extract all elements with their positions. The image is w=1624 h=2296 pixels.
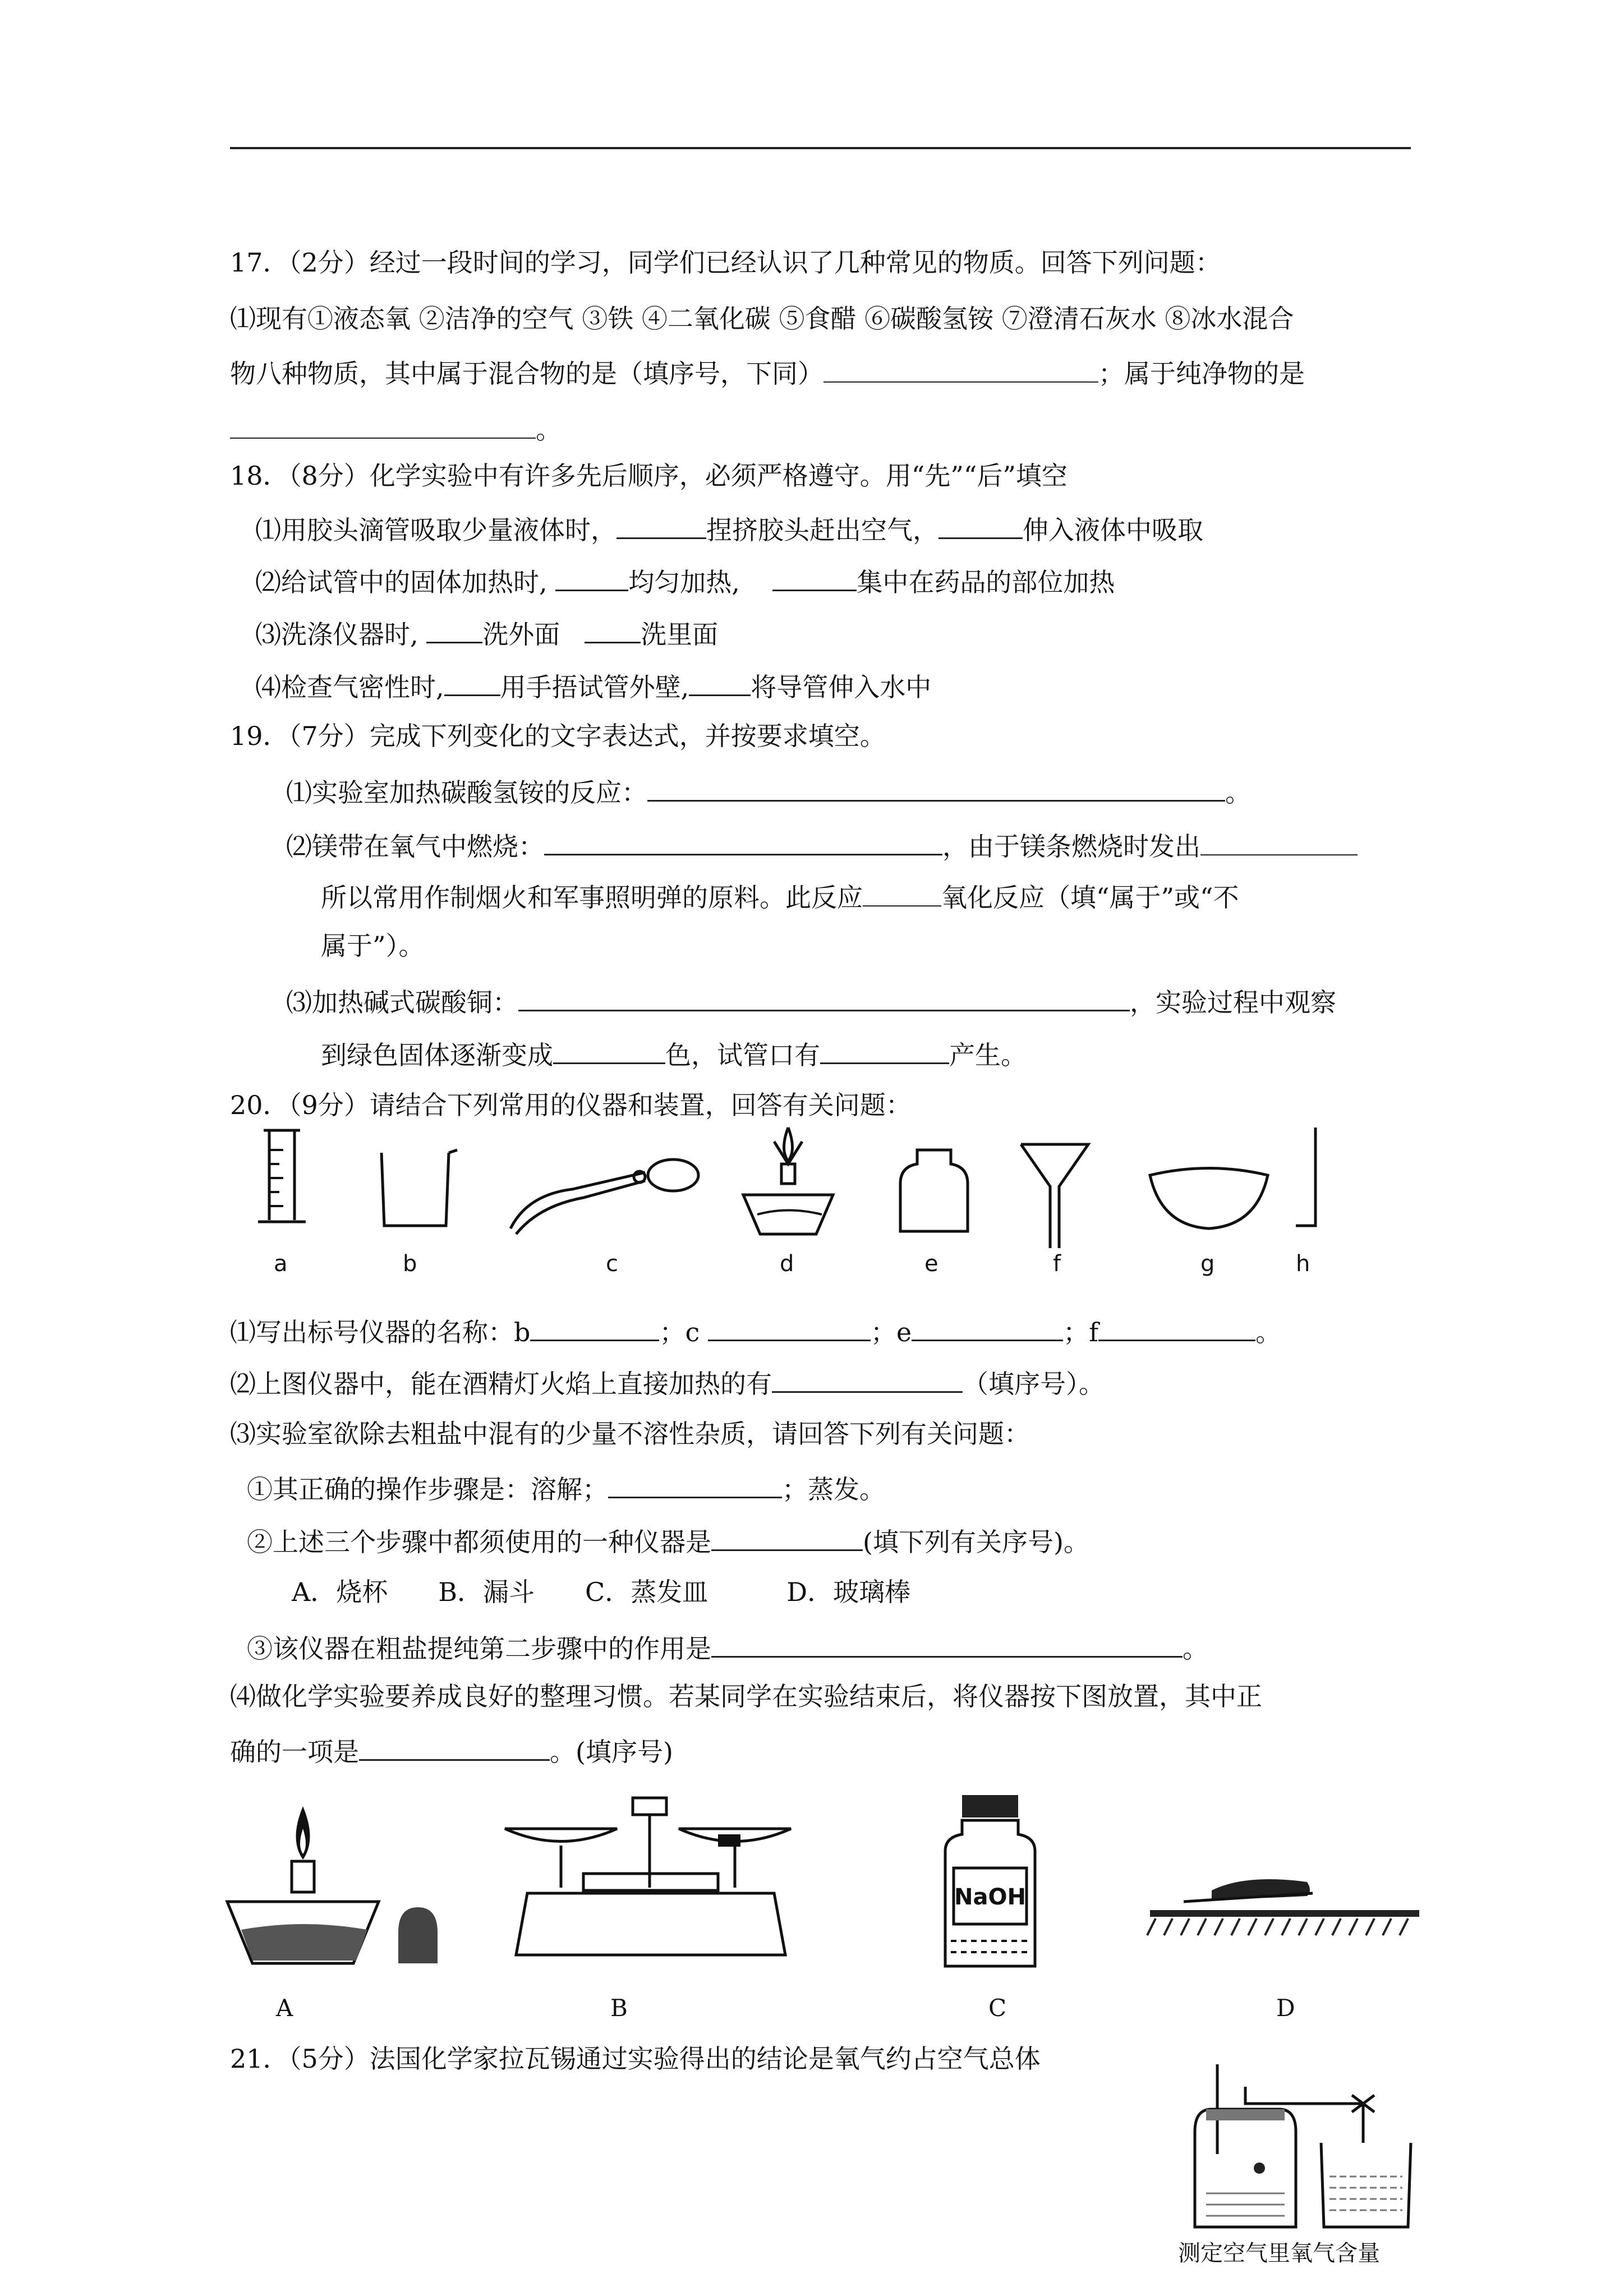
option-a: A．烧杯: [292, 1577, 388, 1607]
q18-item1-c: 伸入液体中吸取: [1023, 515, 1203, 545]
q18-blank-6[interactable]: [585, 615, 641, 643]
q20-blank-e[interactable]: [912, 1313, 1063, 1341]
q18-item3: [255, 615, 718, 651]
q19-item3-e: 产生。: [949, 1040, 1027, 1070]
q19-item3-cont: [321, 1036, 1027, 1072]
q17-line1: ⑴现有①液态氧 ②洁净的空气 ③铁 ④二氧化碳 ⑤食醋 ⑥碳酸氢铵 ⑦澄清石灰水 ⑧冰水混合: [230, 303, 1294, 334]
q18-item4-c: 将导管伸入水中: [751, 672, 932, 702]
q19-item2: [286, 827, 1358, 863]
choice-label-d: D: [1276, 1994, 1295, 2022]
q18-item1-b: 捏挤胶头赶出空气，: [706, 515, 938, 545]
q20-part2: [230, 1364, 1105, 1401]
reagent-bottle-icon: [892, 1144, 976, 1240]
q18-item4: [255, 668, 931, 704]
q20-part3: ⑶实验室欲除去粗盐中混有的少量不溶性杂质，请回答下列有关问题：: [230, 1419, 1030, 1449]
q17-line3-end: 。: [536, 415, 562, 445]
q20-part1-b: ；c: [659, 1317, 700, 1347]
option-b: B．漏斗: [438, 1577, 535, 1607]
q18-blank-1[interactable]: [617, 510, 706, 539]
q19-title: 19．（7分）完成下列变化的文字表达式，并按要求填空。: [230, 721, 886, 751]
q19-item1: [286, 773, 1251, 809]
q18-item3-a: ⑶洗涤仪器时,: [255, 619, 418, 650]
q20-part4: ⑷做化学实验要养成良好的整理习惯。若某同学在实验结束后，将仪器按下图放置，其中正: [230, 1681, 1262, 1711]
label-f: f: [1053, 1251, 1061, 1277]
q19-item2-a: ⑵镁带在氧气中燃烧：: [286, 831, 544, 862]
q20-part3-2: [247, 1522, 1089, 1559]
q18-title: 18．（8分）化学实验中有许多先后顺序，必须严格遵守。用“先”“后”填空: [230, 461, 1068, 491]
q20-blank-b[interactable]: [530, 1313, 659, 1341]
choice-label-a: A: [276, 1994, 293, 2022]
q20-blank-f[interactable]: [1098, 1313, 1255, 1341]
q20-part3-1-a: ①其正确的操作步骤是：溶解；: [247, 1474, 608, 1504]
q18-item1: [255, 510, 1203, 547]
choice-label-b: B: [610, 1994, 628, 2022]
q20-part1-c: ；e: [870, 1317, 912, 1347]
q20-part4-cont: [230, 1732, 673, 1769]
q20-part3-1: [247, 1470, 885, 1506]
q20-part3-2-b: (填下列有关序号)。: [863, 1527, 1089, 1557]
header-rule: [230, 147, 1411, 149]
q18-item3-c: 洗里面: [641, 619, 719, 650]
q20-options: [292, 1575, 910, 1609]
q19-item3: [286, 983, 1336, 1019]
q18-blank-4[interactable]: [772, 563, 857, 591]
q18-item2-a: ⑵给试管中的固体加热时,: [255, 567, 548, 597]
q19-blank-7[interactable]: [820, 1036, 949, 1064]
q20-part3-2-a: ②上述三个步骤中都须使用的一种仪器是: [247, 1527, 711, 1557]
q18-item1-a: ⑴用胶头滴管吸取少量液体时，: [255, 515, 617, 545]
q20-part3-1-b: ；蒸发。: [782, 1474, 885, 1504]
alcohol-lamp-icon: [732, 1122, 844, 1240]
option-c: C．蒸发皿: [585, 1577, 709, 1607]
q20-blank-role[interactable]: [711, 1629, 1183, 1658]
q20-blank-c[interactable]: [708, 1313, 871, 1341]
glass-rod-icon: [1285, 1122, 1329, 1234]
option-d: D．玻璃棒: [786, 1577, 911, 1607]
q19-item3-d: 色，试管口有: [665, 1040, 820, 1070]
figure-caption: 测定空气里氧气含量: [1178, 2240, 1380, 2266]
q18-item2: [255, 563, 1115, 599]
q19-item3-a: ⑶加热碱式碳酸铜：: [286, 987, 518, 1018]
q20-part4-c: 。(填序号): [550, 1737, 673, 1767]
funnel-icon: [1015, 1139, 1094, 1251]
label-h: h: [1296, 1251, 1310, 1277]
q18-blank-2[interactable]: [938, 510, 1023, 539]
q19-blank-6[interactable]: [553, 1036, 665, 1064]
q20-part2-a: ⑵上图仪器中，能在酒精灯火焰上直接加热的有: [230, 1369, 772, 1399]
q20-blank-instrument[interactable]: [711, 1522, 863, 1551]
q20-part3-3-b: 。: [1183, 1634, 1208, 1664]
naoh-bottle-icon: [940, 1789, 1041, 1975]
q20-part4-b: 确的一项是: [230, 1737, 359, 1767]
choice-label-c: C: [988, 1994, 1007, 2022]
label-e: e: [924, 1251, 938, 1277]
q17-line2-text: 物八种物质，其中属于混合物的是（填序号，下同）: [230, 358, 823, 389]
oxygen-measurement-apparatus-icon: [1172, 2064, 1430, 2233]
q19-item3-b: ，实验过程中观察: [1130, 987, 1336, 1018]
q19-blank-1[interactable]: [647, 773, 1225, 802]
q17-title: 17．（2分）经过一段时间的学习，同学们已经认识了几种常见的物质。回答下列问题：: [230, 247, 1221, 278]
label-g: g: [1200, 1251, 1215, 1277]
q20-part1: [230, 1313, 1281, 1349]
q19-item2-d: 氧化反应（填“属于”或“不: [941, 882, 1239, 913]
q19-item1-end: 。: [1225, 777, 1251, 808]
q18-blank-8[interactable]: [689, 668, 751, 696]
q18-item2-c: 集中在药品的部位加热: [857, 567, 1115, 597]
q19-item2-c: 所以常用作制烟火和军事照明弹的原料。此反应: [321, 882, 863, 913]
naoh-label: NaOH: [954, 1884, 1026, 1910]
q20-title: 20．（9分）请结合下列常用的仪器和装置，回答有关问题：: [230, 1090, 912, 1120]
q19-blank-4[interactable]: [863, 878, 941, 907]
lit-alcohol-lamp-with-cap-icon: [219, 1795, 454, 1975]
q20-part1-e: 。: [1255, 1317, 1282, 1347]
q18-item4-a: ⑷检查气密性时,: [255, 672, 444, 702]
graduated-cylinder-icon: [247, 1122, 325, 1234]
q20-part3-3: [247, 1629, 1208, 1665]
label-b: b: [403, 1251, 417, 1277]
q19-blank-5[interactable]: [518, 983, 1130, 1011]
q18-item3-b: 洗外面: [482, 619, 560, 650]
q18-item2-b: 均匀加热,: [628, 567, 740, 597]
q17-line2: [230, 355, 1305, 390]
q19-item1-text: ⑴实验室加热碳酸氢铵的反应：: [286, 777, 647, 808]
q18-blank-7[interactable]: [444, 668, 500, 696]
evaporating-dish-icon: [1144, 1161, 1273, 1234]
q18-blank-3[interactable]: [555, 563, 628, 591]
q19-blank-2[interactable]: [544, 827, 942, 855]
crucible-tongs-icon: [505, 1150, 707, 1240]
q20-blank-heat[interactable]: [772, 1364, 963, 1393]
q19-item2-end: 属于”）。: [321, 931, 425, 961]
q19-blank-3[interactable]: [1200, 827, 1358, 855]
q17-mixture-blank[interactable]: [823, 355, 1098, 383]
q20-part2-b: （填序号）。: [963, 1369, 1105, 1399]
q20-part3-3-a: ③该仪器在粗盐提纯第二步骤中的作用是: [247, 1634, 711, 1664]
q20-part1-d: ；f: [1063, 1317, 1099, 1347]
q19-item2-cont: [321, 878, 1239, 914]
dropper-on-table-icon: [1144, 1868, 1425, 1947]
q17-line3: [230, 411, 562, 447]
q20-blank-correct[interactable]: [359, 1732, 550, 1761]
q17-pure-blank[interactable]: [230, 411, 536, 439]
q17-line2-text-b: ；属于纯净物的是: [1098, 358, 1305, 389]
q18-blank-5[interactable]: [426, 615, 482, 643]
beaker-icon: [370, 1144, 460, 1234]
label-d: d: [780, 1251, 794, 1277]
q21-title: 21．（5分）法国化学家拉瓦锡通过实验得出的结论是氧气约占空气总体: [230, 2044, 1041, 2074]
q18-item4-b: 用手捂试管外壁,: [500, 672, 689, 702]
q20-part1-a: ⑴写出标号仪器的名称：b: [230, 1317, 531, 1347]
q19-item3-c: 到绿色固体逐渐变成: [321, 1040, 553, 1070]
balance-scale-icon: [494, 1787, 808, 1961]
q19-item2-b: ，由于镁条燃烧时发出: [942, 831, 1200, 862]
label-c: c: [606, 1251, 618, 1277]
label-a: a: [274, 1251, 288, 1277]
q20-blank-step[interactable]: [608, 1470, 782, 1498]
